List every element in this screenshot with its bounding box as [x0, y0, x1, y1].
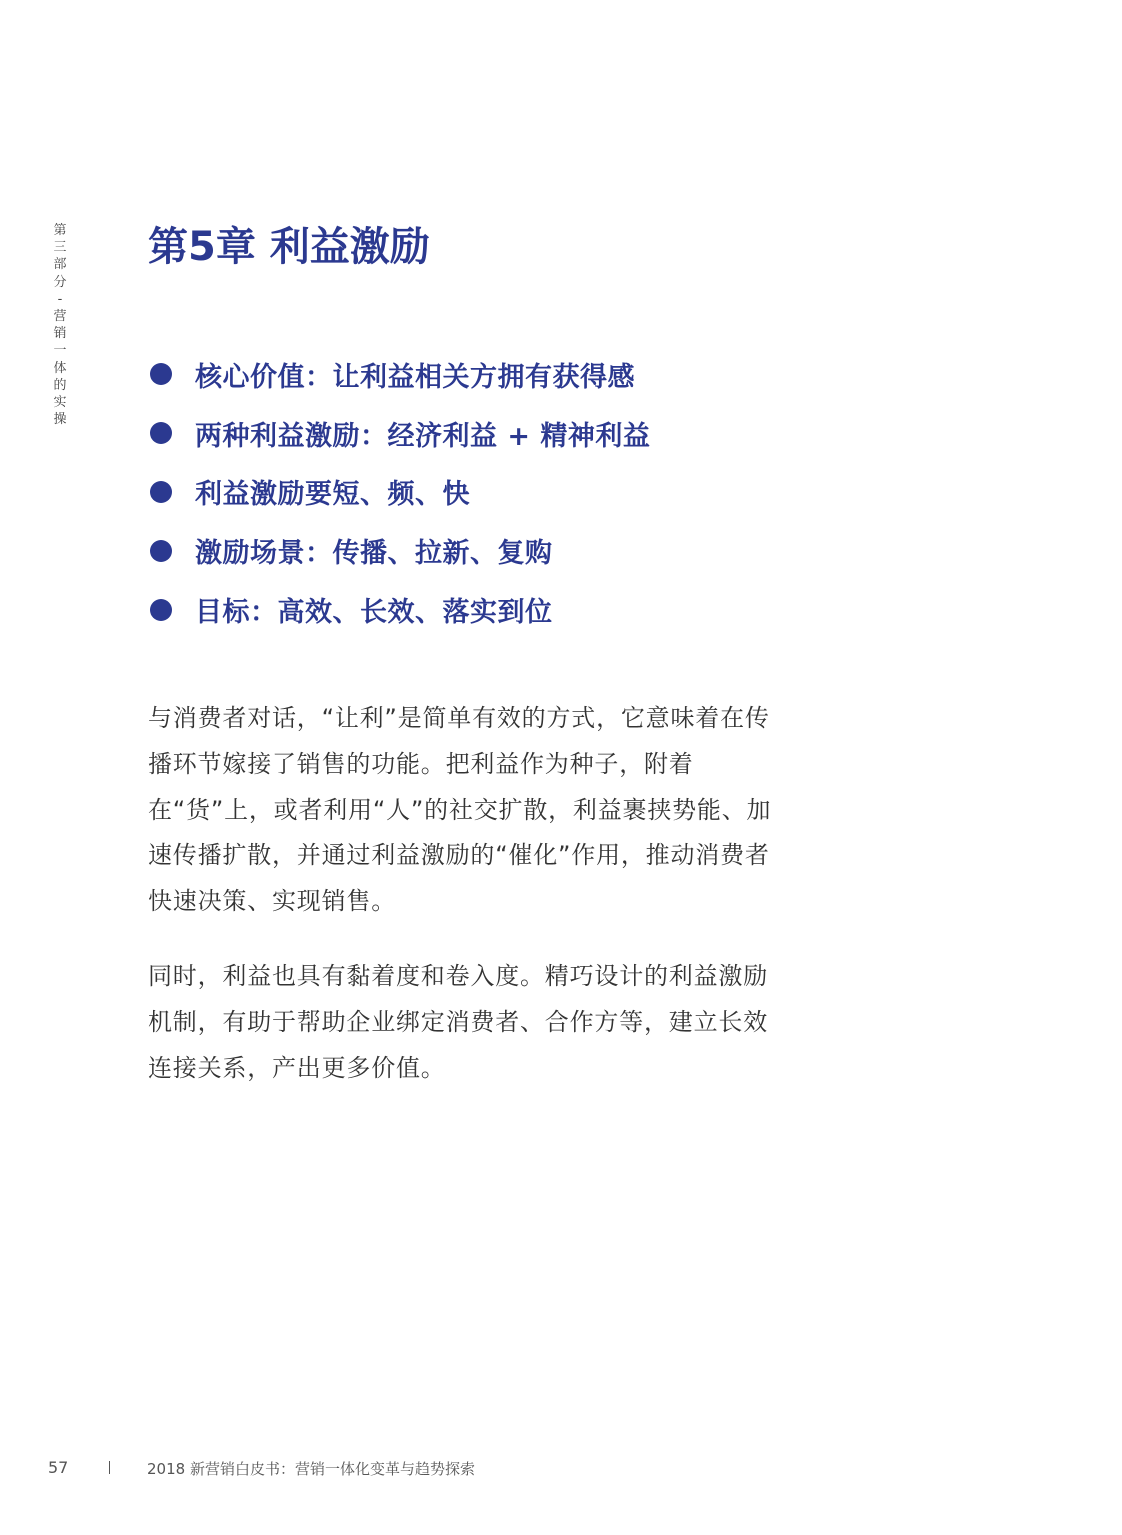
section-side-label: 第三部分 - 营销一体的实操	[53, 223, 67, 428]
key-point-text: 核心价值：让利益相关方拥有获得感	[195, 361, 635, 393]
body-paragraph-1: 与消费者对话，“让利”是简单有效的方式，它意味着在传播环节嫁接了销售的功能。把利益作为种子，附着在“货”上，或者利用“人”的社交扩散，利益裹挟势能、加速传播扩散，并通过利益激励的“催化”作用，推动消费者快速决策、实现销售。	[148, 704, 772, 916]
key-point-item	[150, 521, 650, 580]
bullet-dot-icon	[150, 481, 172, 503]
key-point-item	[150, 345, 650, 404]
footer-book-title: 2018 新营销白皮书：营销一体化变革与趋势探索	[147, 1460, 475, 1478]
key-point-text: 激励场景：传播、拉新、复购	[195, 538, 553, 570]
page-footer	[0, 1458, 1122, 1482]
key-points-list	[150, 345, 650, 639]
footer-separator	[109, 1461, 110, 1474]
key-point-text: 两种利益激励：经济利益 + 精神利益	[195, 420, 651, 452]
body-paragraph-2: 同时，利益也具有黏着度和卷入度。精巧设计的利益激励机制，有助于帮助企业绑定消费者、合作方等，建立长效连接关系，产出更多价值。	[148, 962, 768, 1082]
bullet-dot-icon	[150, 363, 172, 385]
page-number: 57	[48, 1458, 69, 1477]
key-point-item	[150, 580, 650, 639]
bullet-dot-icon	[150, 599, 172, 621]
chapter-title: 第5章 利益激励	[148, 224, 430, 270]
bullet-dot-icon	[150, 540, 172, 562]
key-point-item	[150, 404, 650, 463]
bullet-dot-icon	[150, 422, 172, 444]
key-point-text: 目标：高效、长效、落实到位	[195, 597, 553, 629]
key-point-text: 利益激励要短、频、快	[195, 479, 470, 511]
key-point-item	[150, 463, 650, 522]
